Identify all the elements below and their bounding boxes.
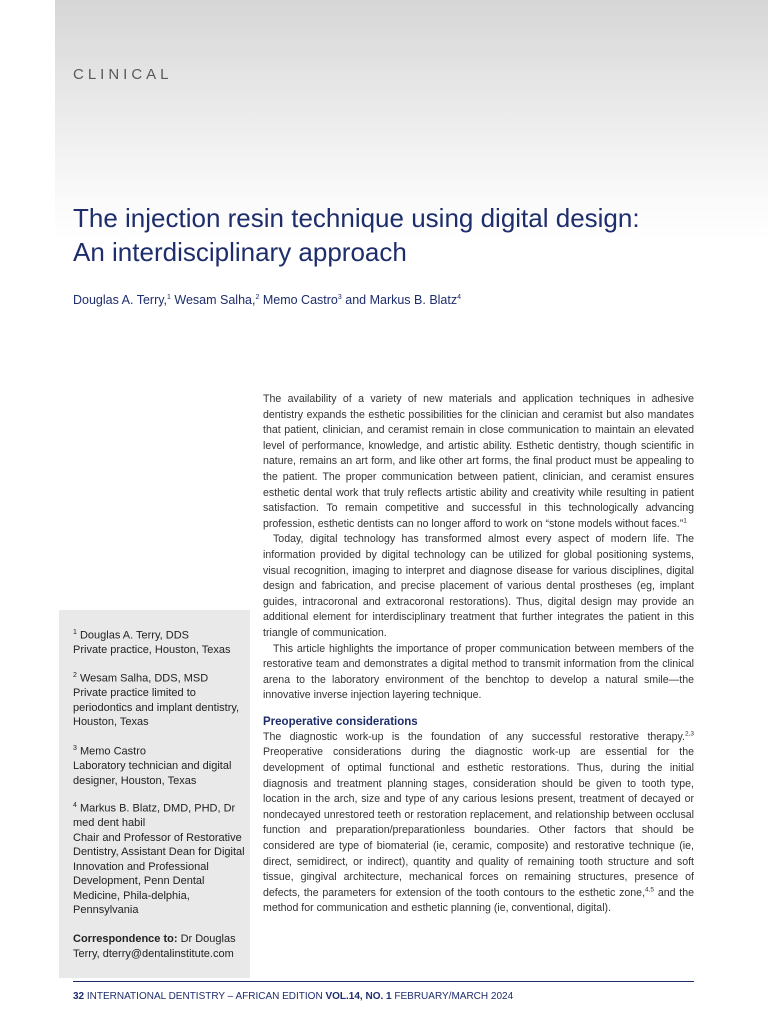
affiliation-number: 2 bbox=[73, 672, 77, 679]
affiliation-detail: Private practice, Houston, Texas bbox=[73, 644, 231, 657]
affiliation-detail: Laboratory technician and digital designer, Houston, Texas bbox=[73, 760, 232, 787]
author-name: Wesam Salha, bbox=[170, 293, 256, 307]
affiliation-number: 3 bbox=[73, 745, 77, 752]
page-number: 32 bbox=[73, 991, 85, 1002]
affiliation-number: 4 bbox=[73, 802, 77, 809]
body-paragraph bbox=[263, 392, 694, 532]
author-sup: 4 bbox=[457, 293, 462, 301]
citation: 2,3 bbox=[684, 730, 694, 738]
title-line-1: The injection resin technique using digital design: bbox=[73, 203, 640, 233]
title-line-2: An interdisciplinary approach bbox=[73, 237, 407, 267]
correspondence bbox=[73, 932, 253, 961]
author-name: Memo Castro bbox=[259, 293, 338, 307]
affiliation-detail: Private practice limited to periodontics and implant dentistry, Houston, Texas bbox=[73, 687, 240, 729]
affiliation-name: Markus B. Blatz, DMD, PHD, Dr med dent habil bbox=[73, 802, 236, 830]
article-body bbox=[263, 392, 694, 917]
paragraph-text: The diagnostic work-up is the foundation of any successful restorative therapy. bbox=[263, 730, 685, 743]
page-footer bbox=[73, 991, 513, 1002]
affiliation-detail: Chair and Professor of Restorative Dentistry, Assistant Dean for Digital Innovation and Professional Development, Penn Dental Medicine, Phila-delphia, Pennsylvania bbox=[73, 831, 245, 917]
affiliation-1 bbox=[73, 626, 253, 658]
correspondence-text: Dr Douglas Terry, dterry@dentalinstitute.com bbox=[73, 933, 236, 960]
affiliation-4 bbox=[73, 799, 253, 918]
issue-date: FEBRUARY/MARCH 2024 bbox=[394, 991, 514, 1002]
author-sup: 1 bbox=[167, 293, 171, 301]
author-sup: 3 bbox=[337, 293, 342, 301]
affiliation-name: Memo Castro bbox=[79, 745, 146, 758]
publication-name: INTERNATIONAL DENTISTRY – AFRICAN EDITION bbox=[86, 991, 323, 1002]
affiliation-sidebar bbox=[59, 610, 250, 978]
affiliation-2 bbox=[73, 669, 253, 730]
correspondence-label: Correspondence to: bbox=[73, 933, 178, 945]
citation: 1 bbox=[683, 517, 687, 525]
paragraph-text: The availability of a variety of new materials and application techniques in adhesive dentistry expands the esthetic possibilities for the clinician and ceramist but also mandates that patient, clinician, and ceramist remain in close communication to maintain an elevated level of performance, knowledge, and artistic ability. Esthetic dentistry, though scientific in nature, remains an art form, and like other art forms, the final product must be appealing to the patient. The proper communication between patient, clinician, and ceramist ensures esthetic dental work that truly reflects artistic ability and creativity while resulting in patient satisfaction. To remain competitive and successful in this technologically advancing profession, esthetic dentists can no longer afford to work on “stone models without faces.” bbox=[263, 393, 694, 530]
author-list bbox=[73, 293, 461, 307]
article-title bbox=[73, 201, 713, 269]
author-name: and Markus B. Blatz bbox=[341, 293, 458, 307]
affiliation-3 bbox=[73, 742, 253, 788]
body-paragraph bbox=[263, 730, 694, 917]
volume-issue: VOL.14, NO. 1 bbox=[325, 991, 392, 1002]
citation: 4,5 bbox=[645, 886, 655, 894]
body-paragraph: This article highlights the importance of proper communication between members of the restorative team and demonstrates a digital method to transmit information from the clinical arena to the laboratory environment of the benchtop to develop a natural smile—the innovative inverse injection layering technique. bbox=[263, 642, 694, 702]
section-heading: Preoperative considerations bbox=[263, 715, 418, 728]
section-label: CLINICAL bbox=[73, 66, 173, 83]
footer-rule bbox=[73, 981, 694, 982]
author-name: Douglas A. Terry, bbox=[73, 293, 168, 307]
affiliation-name: Wesam Salha, DDS, MSD bbox=[79, 672, 209, 685]
affiliation-number: 1 bbox=[73, 629, 77, 636]
author-sup: 2 bbox=[255, 293, 260, 301]
body-paragraph: Today, digital technology has transformed almost every aspect of modern life. The information provided by digital technology can be utilized for global positioning systems, visual recognition, imaging to interpret and diagnose disease for various disciplines, digital design and fabrication, and precise placement of various dental prostheses (eg, implant guides, intracoronal and extracoronal restorations). Thus, digital design may provide an additional element for interdisciplinary treatment that further integrates the patient in this triangle of communication. bbox=[263, 533, 694, 639]
page-margin bbox=[0, 0, 55, 1024]
paragraph-text: and the method for communication and esthetic planning (ie, conventional, digital). bbox=[263, 886, 694, 915]
affiliation-name: Douglas A. Terry, DDS bbox=[79, 629, 189, 642]
paragraph-text: Preoperative considerations during the diagnostic work-up are essential for the development of optimal functional and esthetic restorations. Thus, during the initial diagnosis and treatment planning stages, consideration should be given to tooth type, location in the arch, size and type of any carious lesions present, treatment of decayed or nondecayed unrestored teeth or restoration replacement, and relationship between occlusal function and preparation/preparationless boundaries. Other factors that should be considered are type of biomaterial (ie, ceramic, composite) and restorative technique (ie, direct, semidirect, or indirect), quantity and quality of remaining tooth structure and soft tissue, gingival architecture, mechanical forces on remaining structures, presence of defects, the parameters for extension of the tooth contours to the esthetic zone, bbox=[263, 746, 694, 899]
